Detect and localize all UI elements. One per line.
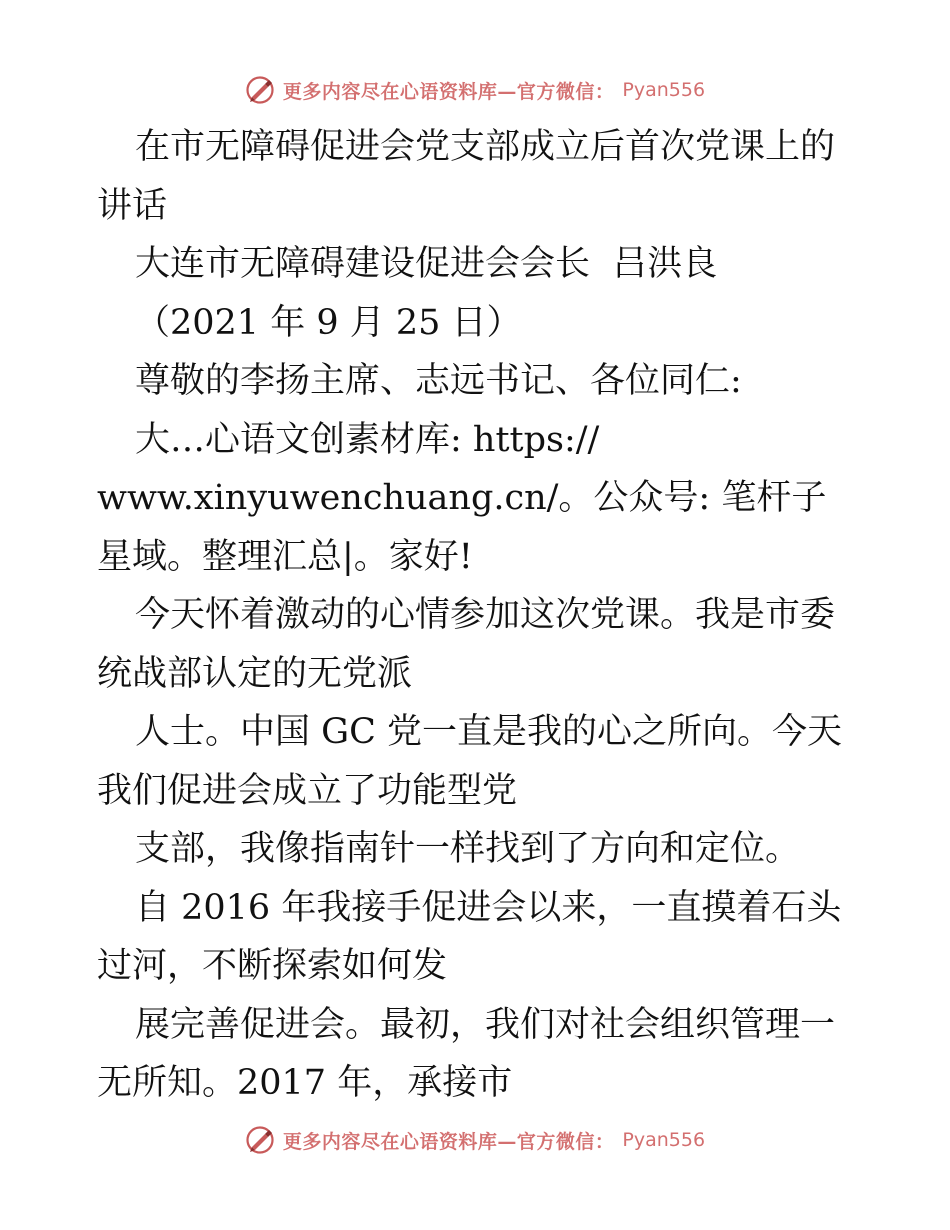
author-line: 大连市无障碍建设促进会会长 吕洪良 [135, 244, 718, 284]
watermark-line-1: 大…心语文创素材库: https:// [135, 419, 600, 460]
footer-banner-text: 更多内容尽在心语资料库—官方微信： [282, 1130, 615, 1153]
paragraph: 今天怀着激动的心情参加这次党课。我是市委统战部认定的无党派 [97, 595, 836, 694]
document-body [97, 118, 857, 1113]
paragraph: 展完善促进会。最初，我们对社会组织管理一无所知。2017 年，承接市 [97, 1004, 836, 1103]
header-wechat-id: Pyan556 [622, 79, 706, 101]
paragraph: 自 2016 年我接手促进会以来，一直摸着石头过河，不断探索如何发 [97, 887, 842, 986]
paragraph: 人士。中国 GC 党一直是我的心之所向。今天我们促进会成立了功能型党 [97, 712, 842, 811]
paragraph: 支部，我像指南针一样找到了方向和定位。 [135, 829, 801, 869]
header-banner [0, 72, 950, 108]
pen-logo-icon [245, 1125, 275, 1155]
watermark-line-2: www.xinyuwenchuang.cn/。公众号: 笔杆子星域。整理汇总|。家好! [97, 478, 827, 577]
pen-logo-icon [245, 75, 275, 105]
date-line: （2021 年 9 月 25 日） [135, 302, 522, 343]
header-banner-text: 更多内容尽在心语资料库—官方微信： [282, 80, 615, 103]
footer-banner [0, 1122, 950, 1158]
salutation: 尊敬的李扬主席、志远书记、各位同仁: [135, 361, 742, 401]
document-title: 在市无障碍促进会党支部成立后首次党课上的讲话 [97, 127, 836, 226]
footer-wechat-id: Pyan556 [622, 1129, 706, 1151]
